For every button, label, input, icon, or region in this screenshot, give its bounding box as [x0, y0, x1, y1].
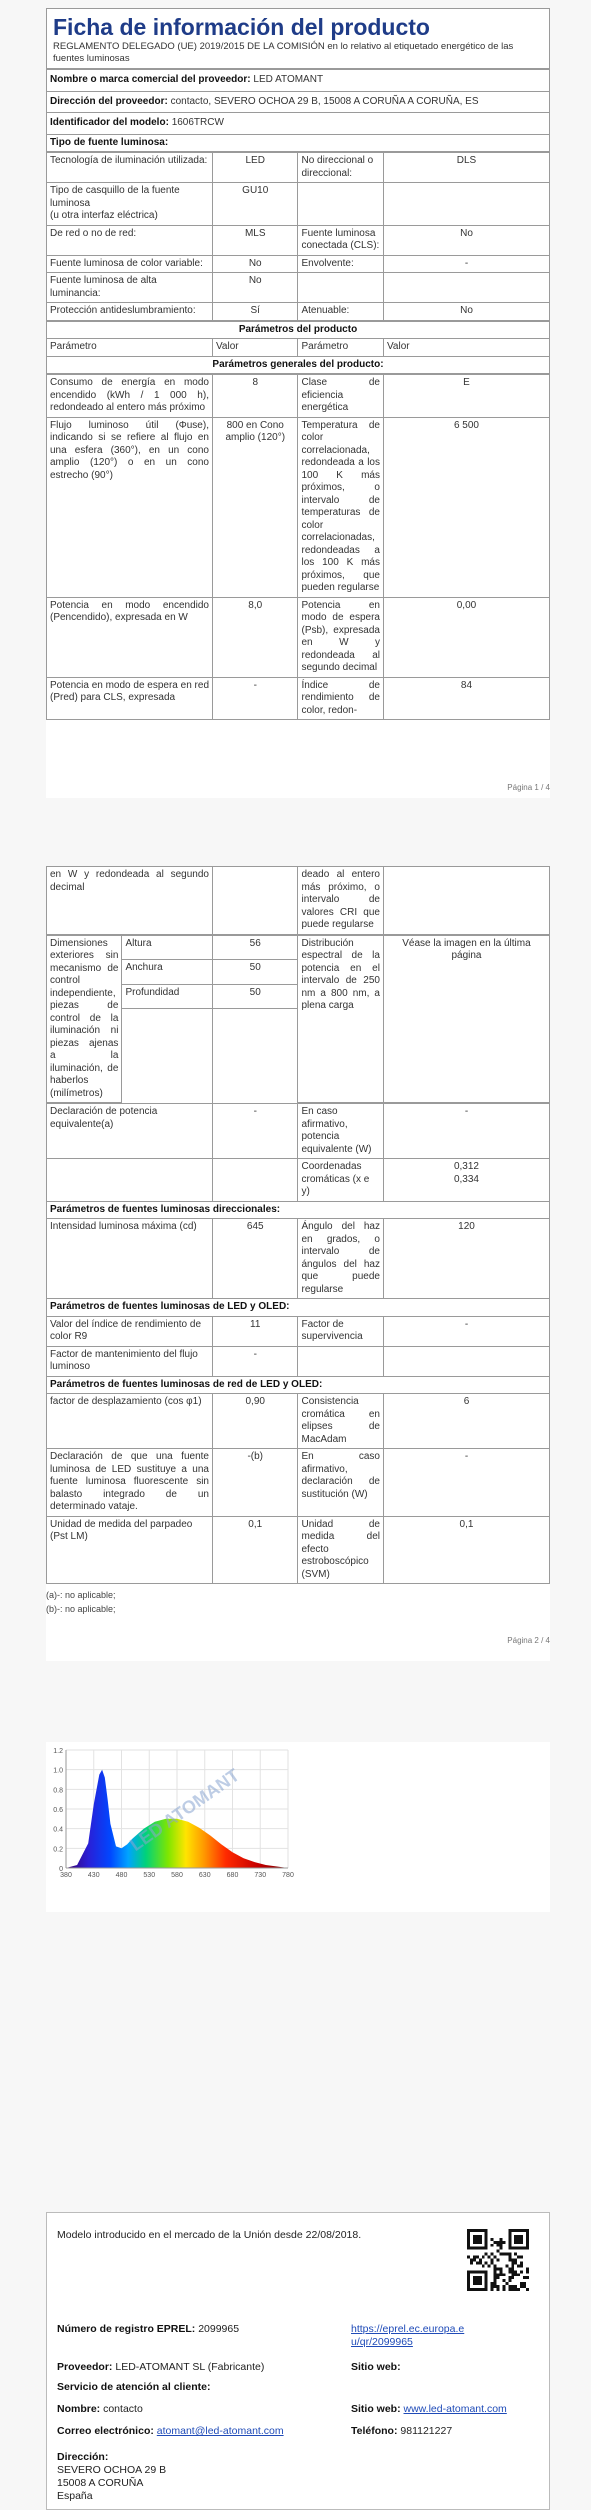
model-label: Identificador del modelo:	[50, 117, 169, 128]
contact-name-label: Nombre:	[57, 2403, 101, 2415]
y-tick-label: 0.4	[53, 1826, 63, 1834]
dim-name: Altura	[122, 935, 213, 960]
dim-name: Profundidad	[122, 984, 213, 1009]
param-label: Clase de eficiencia energética	[298, 375, 384, 418]
empty-cell	[212, 1009, 298, 1103]
param-label: Protección antideslumbramiento:	[47, 303, 213, 321]
general-table	[46, 374, 550, 720]
param-label: Potencia en modo de espera (Psb), expresada en W y redondeada al segundo decimal	[298, 597, 384, 677]
beam-angle-value: 120	[383, 1219, 549, 1299]
param-label: Tipo de casquillo de la fuente luminosa (u otra interfaz eléctrica)	[47, 183, 213, 226]
param-label: Consumo de energía en modo encendido (kWh / 1 000 h), redondeado al entero más próximo	[47, 375, 213, 418]
param-label: Envolvente:	[298, 255, 384, 273]
equiv-yes-label: En caso afirmativo, potencia equivalente (W)	[298, 1104, 384, 1159]
svm-value: 0,1	[383, 1516, 549, 1584]
oled-section-title: Parámetros de fuentes luminosas de LED y OLED:	[47, 1299, 550, 1317]
address-line-1: SEVERO OCHOA 29 B	[57, 2464, 167, 2476]
max-intensity-label: Intensidad luminosa máxima (cd)	[47, 1219, 213, 1299]
maintenance-value: -	[212, 1346, 298, 1376]
max-intensity-value: 645	[212, 1219, 298, 1299]
param-value: No	[383, 225, 549, 255]
param-label: No direccional o direccional:	[298, 153, 384, 183]
param-label: De red o no de red:	[47, 225, 213, 255]
param-value: No	[383, 303, 549, 321]
param-value: Sí	[212, 303, 298, 321]
macadam-value: 6	[383, 1394, 549, 1449]
email-label: Correo electrónico:	[57, 2425, 154, 2437]
param-value: LED	[212, 153, 298, 183]
param-label: Potencia en modo encendido (Pencendido), expresada en W	[47, 597, 213, 677]
coords-label: Coordenadas cromáticas (x e y)	[298, 1159, 384, 1202]
phone-number: 981121227	[400, 2425, 453, 2437]
address-line-3: España	[57, 2490, 93, 2502]
survival-label: Factor de supervivencia	[298, 1316, 384, 1346]
x-tick-label: 480	[115, 1872, 128, 1879]
empty-cell	[212, 1159, 298, 1202]
equiv-table	[46, 1103, 550, 1584]
mains-section-title: Parámetros de fuentes luminosas de red de LED y OLED:	[47, 1376, 550, 1394]
x-tick-label: 630	[198, 1872, 211, 1879]
dim-name: Anchura	[122, 960, 213, 985]
watermark-logo: LED ATOMANT	[126, 1764, 244, 1856]
flicker-label: Unidad de medida del parpadeo (Pst LM)	[47, 1516, 213, 1584]
page-1	[46, 8, 550, 798]
empty-cell	[383, 1346, 549, 1376]
r9-value: 11	[212, 1316, 298, 1346]
equiv-label: Declaración de potencia equivalente(a)	[47, 1104, 213, 1159]
y-tick-label: 0	[59, 1866, 63, 1873]
replace-yes-label: En caso afirmativo, declaración de sustitución (W)	[298, 1449, 384, 1517]
supplier-address: contacto, SEVERO OCHOA 29 B, 15008 A CORUÑA A CORUÑA, ES	[170, 95, 479, 107]
qr-code-icon[interactable]	[467, 2229, 529, 2291]
continued-table	[46, 866, 550, 935]
dir-section-title: Parámetros de fuentes luminosas direccionales:	[47, 1201, 550, 1219]
param-label: Fuente luminosa conectada (CLS):	[298, 225, 384, 255]
standby-power-label-cont: en W y redondeada al segundo decimal	[47, 867, 213, 935]
service-label: Servicio de atención al cliente:	[57, 2381, 211, 2393]
y-tick-label: 0.2	[53, 1846, 63, 1854]
empty-cell	[47, 1159, 213, 1202]
param-value: -	[383, 255, 549, 273]
param-label: Tecnología de iluminación utilizada:	[47, 153, 213, 183]
website-link[interactable]: www.led-atomant.com	[403, 2403, 507, 2415]
table-row	[47, 597, 550, 677]
page-number-2: Página 2 / 4	[507, 1636, 550, 1645]
eprel-link[interactable]: https://eprel.ec.europa.eu/qr/2099965	[351, 2323, 465, 2348]
supplier-name-label: Nombre o marca comercial del proveedor:	[50, 74, 251, 85]
phi-label: factor de desplazamiento (cos φ1)	[47, 1394, 213, 1449]
replace-label: Declaración de que una fuente luminosa de LED sustituye a una fuente luminosa fluorescente sin balasto integrado de un determinado vataje.	[47, 1449, 213, 1517]
email-link[interactable]: atomant@led-atomant.com	[156, 2425, 284, 2437]
supplier-name: LED ATOMANT	[253, 74, 324, 85]
title-box	[46, 8, 550, 69]
supplier-table	[46, 69, 550, 152]
empty-cell	[298, 1346, 384, 1376]
param-label: Fuente luminosa de alta luminancia:	[47, 273, 213, 303]
eprel-number: 2099965	[198, 2323, 240, 2335]
col-header-param-1: Parámetro	[47, 339, 213, 357]
coords-value: 0,312 0,334	[383, 1159, 549, 1202]
param-value: 8	[212, 375, 298, 418]
table-row	[47, 677, 550, 720]
x-tick-label: 530	[143, 1872, 156, 1879]
website-label: Sitio web:	[351, 2361, 401, 2373]
supplier-address-label: Dirección del proveedor:	[50, 95, 168, 107]
param-label: Atenuable:	[298, 303, 384, 321]
col-header-param-2: Parámetro	[298, 339, 384, 357]
general-params-title: Parámetros generales del producto:	[47, 356, 550, 374]
page-3	[46, 1742, 550, 1912]
address-line-2: 15008 A CORUÑA	[57, 2477, 144, 2489]
param-value: 84	[383, 677, 549, 720]
params-table	[46, 321, 550, 375]
param-value: DLS	[383, 153, 549, 183]
svm-label: Unidad de medida del efecto estroboscópico (SVM)	[298, 1516, 384, 1584]
address-label: Dirección:	[57, 2451, 109, 2463]
x-tick-label: 730	[254, 1872, 267, 1879]
param-value: 6 500	[383, 417, 549, 597]
page-2	[46, 866, 550, 1661]
param-label	[298, 273, 384, 303]
empty-cell	[212, 867, 298, 935]
model-id: 1606TRCW	[171, 117, 224, 128]
param-label	[298, 183, 384, 226]
col-header-value-1: Valor	[212, 339, 298, 357]
macadam-label: Consistencia cromática en elipses de MacAdam	[298, 1394, 384, 1449]
website2-label: Sitio web:	[351, 2403, 401, 2415]
dim-value: 56	[212, 935, 298, 960]
param-value	[383, 183, 549, 226]
spectral-value: Véase la imagen en la última página	[383, 935, 549, 1103]
dims-table	[46, 935, 550, 1104]
spectral-label: Distribución espectral de la potencia en el intervalo de 250 nm a 800 nm, a plena carga	[298, 935, 384, 1103]
param-value	[383, 273, 549, 303]
x-tick-label: 430	[87, 1872, 100, 1879]
param-value: E	[383, 375, 549, 418]
col-header-value-2: Valor	[383, 339, 549, 357]
x-tick-label: 380	[60, 1872, 72, 1879]
table-row	[47, 255, 550, 273]
provider-name: LED-ATOMANT SL (Fabricante)	[115, 2361, 265, 2373]
eprel-label: Número de registro EPREL:	[57, 2323, 196, 2335]
y-tick-label: 1.2	[53, 1748, 63, 1755]
y-tick-label: 0.8	[53, 1787, 63, 1795]
page-title: Ficha de información del producto	[53, 14, 430, 40]
footnote-b: (b)-: no aplicable;	[46, 1604, 116, 1614]
param-value: MLS	[212, 225, 298, 255]
equiv-yes-value: -	[383, 1104, 549, 1159]
table-row	[47, 375, 550, 418]
empty-cell	[122, 1009, 213, 1103]
spectral-chart	[46, 1742, 296, 1892]
replace-value: -(b)	[212, 1449, 298, 1517]
replace-yes-value: -	[383, 1449, 549, 1517]
param-value: -	[212, 677, 298, 720]
table-row	[47, 417, 550, 597]
empty-cell	[383, 867, 549, 935]
type-section-title: Tipo de fuente luminosa:	[47, 134, 550, 152]
maintenance-label: Factor de mantenimiento del flujo luminoso	[47, 1346, 213, 1376]
table-row	[47, 153, 550, 183]
param-value: No	[212, 273, 298, 303]
r9-label: Valor del índice de rendimiento de color R9	[47, 1316, 213, 1346]
param-label: Temperatura de color correlacionada, redondeada a los 100 K más próximos, o intervalo de temperaturas de color correlacionadas, redondeadas a los 100 K más próximos, que pueden regularse	[298, 417, 384, 597]
param-label: Potencia en modo de espera en red (Pred) para CLS, expresada	[47, 677, 213, 720]
param-value: 0,00	[383, 597, 549, 677]
x-tick-label: 680	[226, 1872, 239, 1879]
provider-label: Proveedor:	[57, 2361, 113, 2373]
footnote-a: (a)-: no aplicable;	[46, 1590, 116, 1600]
param-label: Flujo luminoso útil (Φuse), indicando si se refiere al flujo en una esfera (360°), en un cono amplio (120°) o en un cono estrecho (90°)	[47, 417, 213, 597]
params-title: Parámetros del producto	[47, 321, 550, 339]
param-value: No	[212, 255, 298, 273]
type-table	[46, 152, 550, 321]
param-value: GU10	[212, 183, 298, 226]
page-number-1: Página 1 / 4	[507, 783, 550, 792]
x-tick-label: 580	[171, 1872, 183, 1879]
dims-label: Dimensiones exteriores sin mecanismo de control independiente, piezas de control de la iluminación ni piezas ajenas a la iluminación, de haberlos (milímetros)	[47, 935, 122, 1103]
param-value: 8,0	[212, 597, 298, 677]
table-row	[47, 183, 550, 226]
phi-value: 0,90	[212, 1394, 298, 1449]
phone-label: Teléfono:	[351, 2425, 398, 2437]
y-tick-label: 0.6	[53, 1807, 63, 1814]
param-label: Fuente luminosa de color variable:	[47, 255, 213, 273]
survival-value: -	[383, 1316, 549, 1346]
beam-angle-label: Ángulo del haz en grados, o intervalo de ángulos del haz que puede regularse	[298, 1219, 384, 1299]
dim-value: 50	[212, 984, 298, 1009]
table-row	[47, 273, 550, 303]
contact-name: contacto	[103, 2403, 143, 2415]
model-info-box	[46, 2212, 550, 2510]
intro-text: Modelo introducido en el mercado de la Unión desde 22/08/2018.	[57, 2229, 362, 2241]
table-row	[47, 303, 550, 321]
y-tick-label: 1.0	[53, 1767, 63, 1775]
cri-label-cont: deado al entero más próximo, o intervalo de valores CRI que puede regularse	[298, 867, 384, 935]
x-tick-label: 780	[282, 1872, 294, 1879]
dim-value: 50	[212, 960, 298, 985]
equiv-value: -	[212, 1104, 298, 1159]
page-4	[46, 2212, 550, 2510]
param-label: Índice de rendimiento de color, redon-	[298, 677, 384, 720]
flicker-value: 0,1	[212, 1516, 298, 1584]
regulation-text: REGLAMENTO DELEGADO (UE) 2019/2015 DE LA COMISIÓN en lo relativo al etiquetado energético de las fuentes luminosas	[53, 41, 514, 64]
table-row	[47, 225, 550, 255]
param-value: 800 en Cono amplio (120°)	[212, 417, 298, 597]
